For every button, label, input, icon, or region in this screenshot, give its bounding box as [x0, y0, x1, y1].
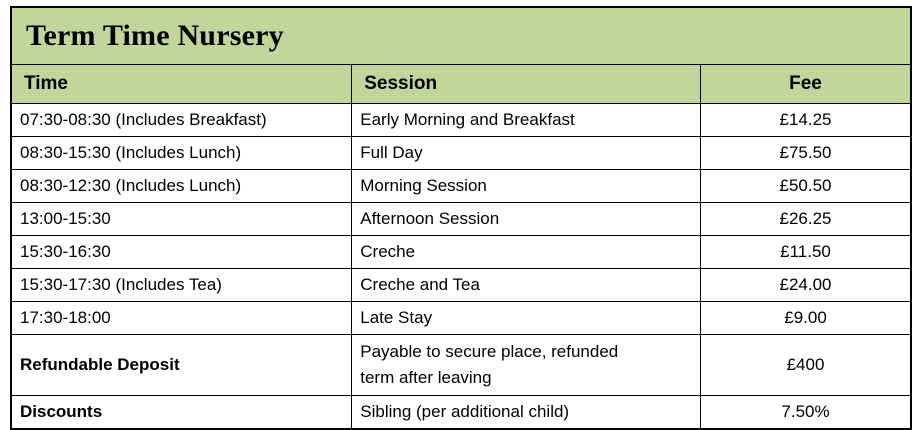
cell-fee: £50.50 [701, 170, 911, 203]
cell-session: Morning Session [352, 170, 701, 203]
page-title-cell [11, 7, 911, 65]
refundable-deposit-row [11, 335, 911, 396]
table-header-row [11, 65, 911, 104]
cell-time: 13:00-15:30 [11, 203, 352, 236]
cell-session: Afternoon Session [352, 203, 701, 236]
column-header-fee: Fee [701, 65, 911, 104]
table-row [11, 269, 911, 302]
deposit-description-line-1: Payable to secure place, refunded [360, 341, 619, 361]
cell-time: 15:30-17:30 (Includes Tea) [11, 269, 352, 302]
cell-time: 08:30-12:30 (Includes Lunch) [11, 170, 352, 203]
cell-fee: £24.00 [701, 269, 911, 302]
cell-fee: £11.50 [701, 236, 911, 269]
cell-fee: £14.25 [701, 104, 911, 137]
refundable-deposit-label: Refundable Deposit [11, 335, 352, 396]
refundable-deposit-fee: £400 [701, 335, 911, 396]
cell-fee: £9.00 [701, 302, 911, 335]
discounts-value: 7.50% [701, 396, 911, 430]
cell-session: Creche [352, 236, 701, 269]
table-row [11, 203, 911, 236]
refundable-deposit-description [352, 335, 701, 396]
cell-session: Full Day [352, 137, 701, 170]
discounts-description: Sibling (per additional child) [352, 396, 701, 430]
cell-session: Late Stay [352, 302, 701, 335]
table-row [11, 302, 911, 335]
column-header-time: Time [11, 65, 352, 104]
cell-session: Creche and Tea [352, 269, 701, 302]
table-row [11, 170, 911, 203]
discounts-row [11, 396, 911, 430]
cell-time: 15:30-16:30 [11, 236, 352, 269]
page-title: Term Time Nursery [26, 19, 284, 52]
discounts-label: Discounts [11, 396, 352, 430]
table-row [11, 236, 911, 269]
table-row [11, 104, 911, 137]
term-time-nursery-fees-table [10, 6, 912, 430]
cell-session: Early Morning and Breakfast [352, 104, 701, 137]
table-row [11, 137, 911, 170]
column-header-session: Session [352, 65, 701, 104]
deposit-description-line-2: term after leaving [360, 368, 492, 387]
cell-fee: £26.25 [701, 203, 911, 236]
cell-fee: £75.50 [701, 137, 911, 170]
cell-time: 08:30-15:30 (Includes Lunch) [11, 137, 352, 170]
cell-time: 07:30-08:30 (Includes Breakfast) [11, 104, 352, 137]
title-row [11, 7, 911, 65]
cell-time: 17:30-18:00 [11, 302, 352, 335]
